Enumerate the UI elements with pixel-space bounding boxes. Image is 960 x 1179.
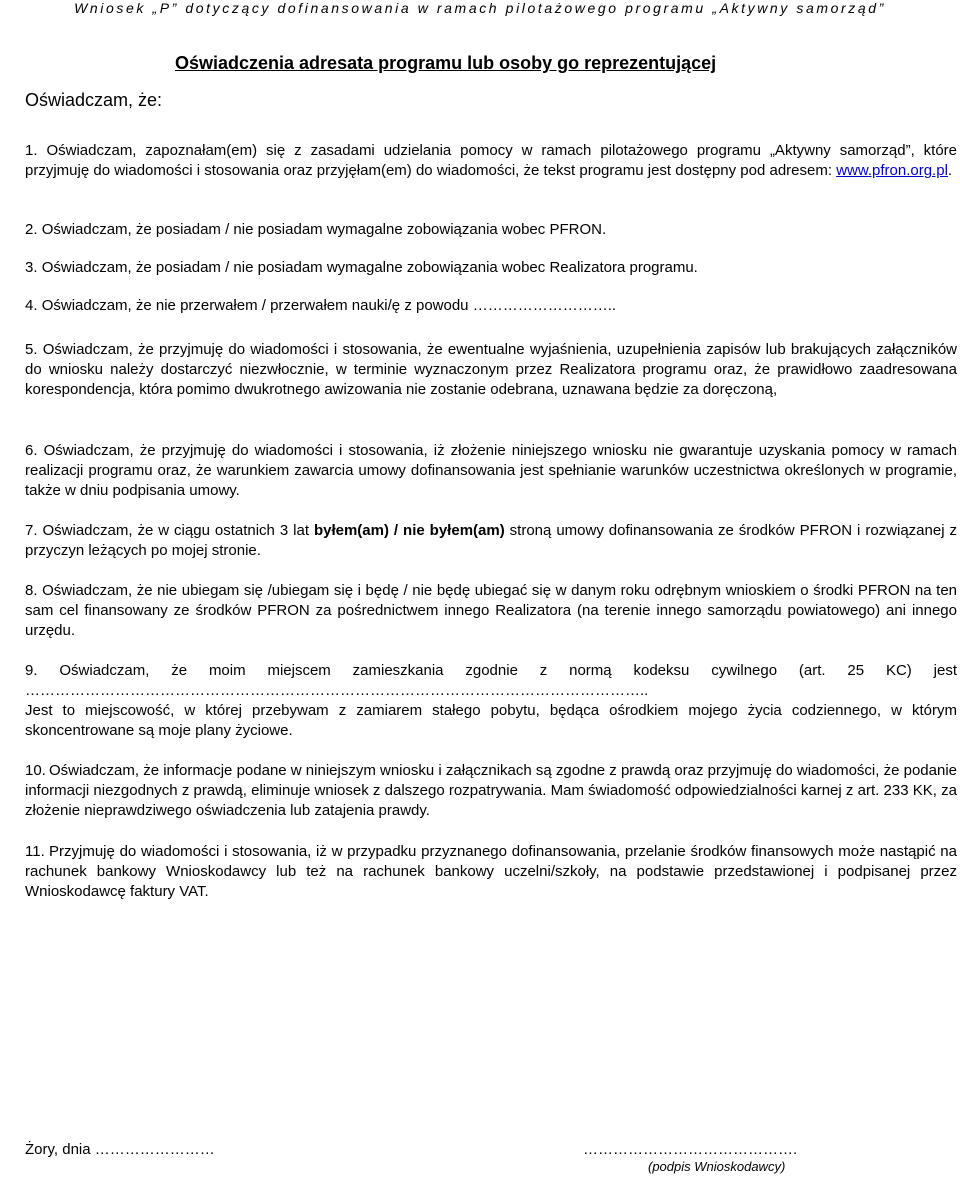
statement-2 [25,220,957,240]
statement-text-end: . [947,162,953,179]
statement-4 [25,296,957,316]
statement-text-end: stroną umowy dofinansowania ze środków PFRON i rozwiązanej z przyczyn leżących po mojej stronie. [25,522,958,559]
statement-7 [25,521,957,561]
statement-text: Oświadczam, zapoznałam(em) się z zasadami udzielania pomocy w ramach pilotażowego programu „Aktywny samorząd”, które przyjmuję do wiadomości i stosowania oraz przyjęłam(em) do wiadomości, że tekst programu jest dostępny pod adresem: [25,142,958,179]
statement-text: Oświadczam, że posiadam / nie posiadam wymagalne zobowiązania wobec Realizatora programu. [41,259,698,276]
statement-9 [25,661,957,741]
statement-number: 6. [25,442,38,459]
statement-text: Oświadczam, że przyjmuję do wiadomości i stosowania, że ewentualne wyjaśnienia, uzupełnienia zapisów lub brakujących załączników do wniosku należy dostarczyć niezwłocznie, w terminie wyznaczonym przez Realizatora programu oraz, że prawidłowo zaadresowana korespondencja, która pomimo dwukrotnego awizowania nie zostanie odebrana, uznawana będzie za doręczoną, [25,341,957,398]
statement-number: 11. [25,843,45,860]
statement-6 [25,441,957,501]
statement-number: 4. [25,297,38,314]
statement-number: 3. [25,259,38,276]
statement-text: Przyjmuję do wiadomości i stosowania, iż w przypadku przyznanego dofinansowania, przelanie środków finansowych może nastąpić na rachunek bankowy Wnioskodawcy lub też na rachunek bankowy uczelni/szkoły, na podstawie przedstawionej i podpisanej przez Wnioskodawcę faktury VAT. [25,843,957,900]
place-and-date-field[interactable]: Żory, dnia …………………… [25,1141,215,1158]
statement-11 [25,842,957,902]
statement-number: 5. [25,341,38,358]
residence-blank-line[interactable]: …………………………………………………………………………………………………………….. [25,682,649,699]
signature-caption: (podpis Wnioskodawcy) [648,1159,786,1174]
statement-10 [25,761,957,821]
statement-text: Oświadczam, że nie przerwałem / przerwałem nauki/ę z powodu ……………………….. [41,297,617,314]
statement-number: 10. [25,762,46,779]
statement-number: 1. [25,142,38,159]
statement-3 [25,258,957,278]
statement-text: Oświadczam, że przyjmuję do wiadomości i stosowania, iż złożenie niniejszego wniosku nie gwarantuje uzyskania pomocy w ramach realizacji programu oraz, że warunkiem zawarcia umowy dofinansowania jest spełnianie warunków uczestnictwa określonych w programie, także w dniu podpisania umowy. [25,442,957,499]
signature-line[interactable]: ……………………………………. [583,1141,798,1158]
statement-5 [25,340,957,400]
pfron-website-link[interactable]: www.pfron.org.pl [836,162,948,179]
statement-emphasis: byłem(am) / nie byłem(am) [313,522,505,539]
intro-label: Oświadczam, że: [25,90,163,110]
statement-text: Oświadczam, że nie ubiegam się /ubiegam się i będę / nie będę ubiegać się w danym roku odrębnym wnioskiem o środki PFRON na ten sam cel finansowany ze środków PFRON za pośrednictwem innego Realizatora (na terenie innego samorządu powiatowego) ani innego urzędu. [25,582,958,639]
statement-number: 8. [25,582,38,599]
statement-text: Oświadczam, że w ciągu ostatnich 3 lat [42,522,314,539]
statement-1 [25,141,957,181]
statement-text: Oświadczam, że moim miejscem zamieszkania zgodnie z normą kodeksu cywilnego (art. 25 KC) jest [59,662,957,679]
section-title: Oświadczenia adresata programu lub osoby go reprezentującej [175,53,717,73]
statement-text-continued: Jest to miejscowość, w której przebywam z zamiarem stałego pobytu, będąca ośrodkiem mojego życia codziennego, w którym skoncentrowane są moje plany życiowe. [25,702,957,739]
statement-number: 9. [25,662,38,679]
statement-number: 7. [25,522,38,539]
running-header: Wniosek „P” dotyczący dofinansowania w ramach pilotażowego programu „Aktywny samorząd” [74,0,886,16]
statement-8 [25,581,957,641]
statement-text: Oświadczam, że informacje podane w niniejszym wniosku i załącznikach są zgodne z prawdą oraz przyjmuję do wiadomości, że podanie informacji niezgodnych z prawdą, eliminuje wniosek z dalszego rozpatrywania. Mam świadomość odpowiedzialności karnej z art. 233 KK, za złożenie nieprawdziwego oświadczenia lub zatajenia prawdy. [25,762,957,819]
statement-number: 2. [25,221,38,238]
statement-text: Oświadczam, że posiadam / nie posiadam wymagalne zobowiązania wobec PFRON. [41,221,607,238]
